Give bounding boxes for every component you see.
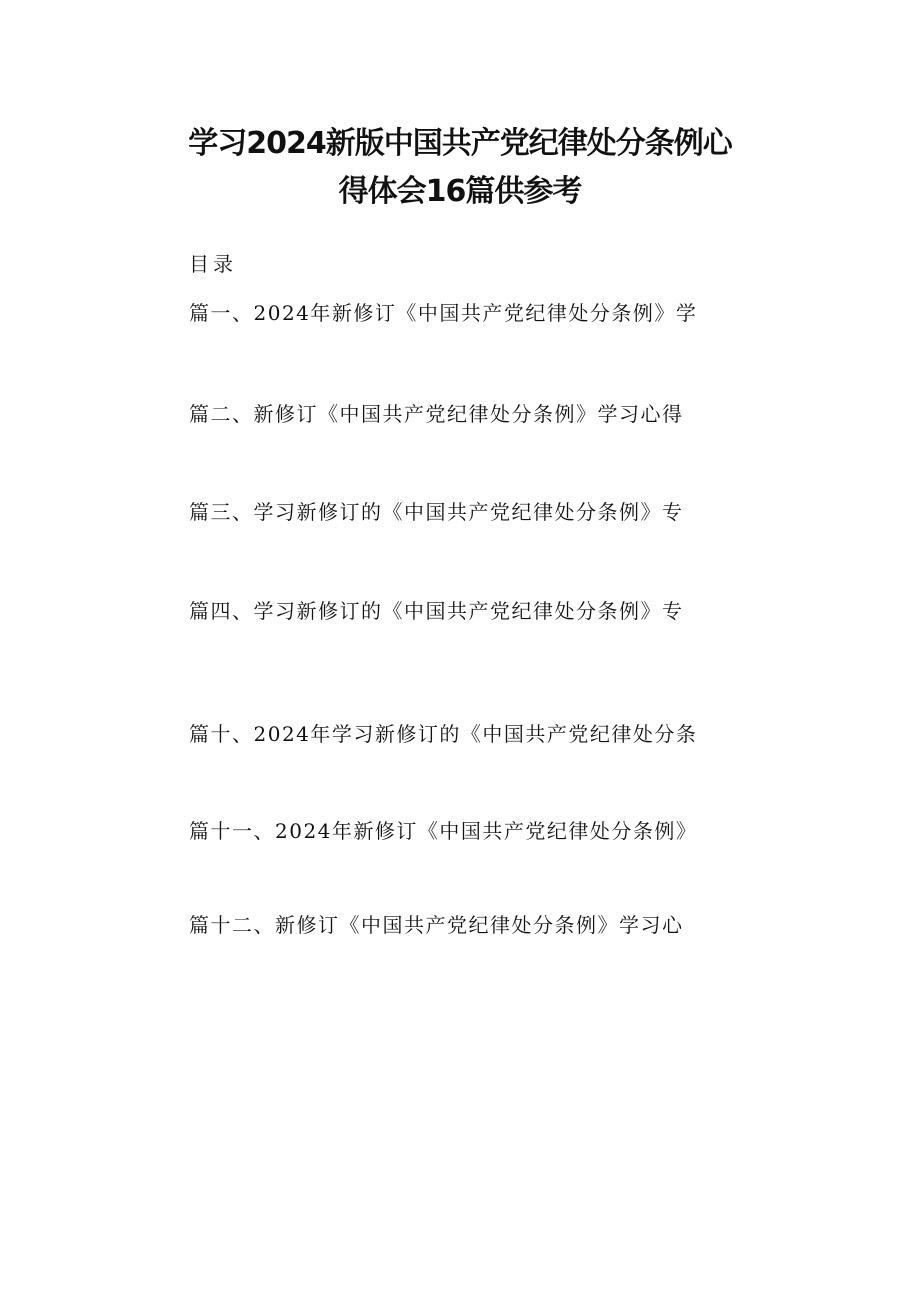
document-title-line-1: 学习2024新版中国共产党纪律处分条例心	[188, 126, 732, 161]
toc-item-11[interactable]: 篇十一、2024年新修订《中国共产党纪律处分条例》	[189, 819, 698, 843]
toc-item-12[interactable]: 篇十二、新修订《中国共产党纪律处分条例》学习心	[189, 913, 684, 937]
toc-item-1[interactable]: 篇一、2024年新修订《中国共产党纪律处分条例》学	[189, 301, 698, 325]
toc-item-3[interactable]: 篇三、学习新修订的《中国共产党纪律处分条例》专	[189, 500, 684, 524]
document-title-line-2: 得体会16篇供参考	[338, 174, 582, 209]
toc-item-2[interactable]: 篇二、新修订《中国共产党纪律处分条例》学习心得	[189, 402, 684, 426]
toc-item-4[interactable]: 篇四、学习新修订的《中国共产党纪律处分条例》专	[189, 599, 684, 623]
toc-heading: 目录	[189, 252, 237, 276]
toc-item-10[interactable]: 篇十、2024年学习新修订的《中国共产党纪律处分条	[189, 722, 698, 746]
